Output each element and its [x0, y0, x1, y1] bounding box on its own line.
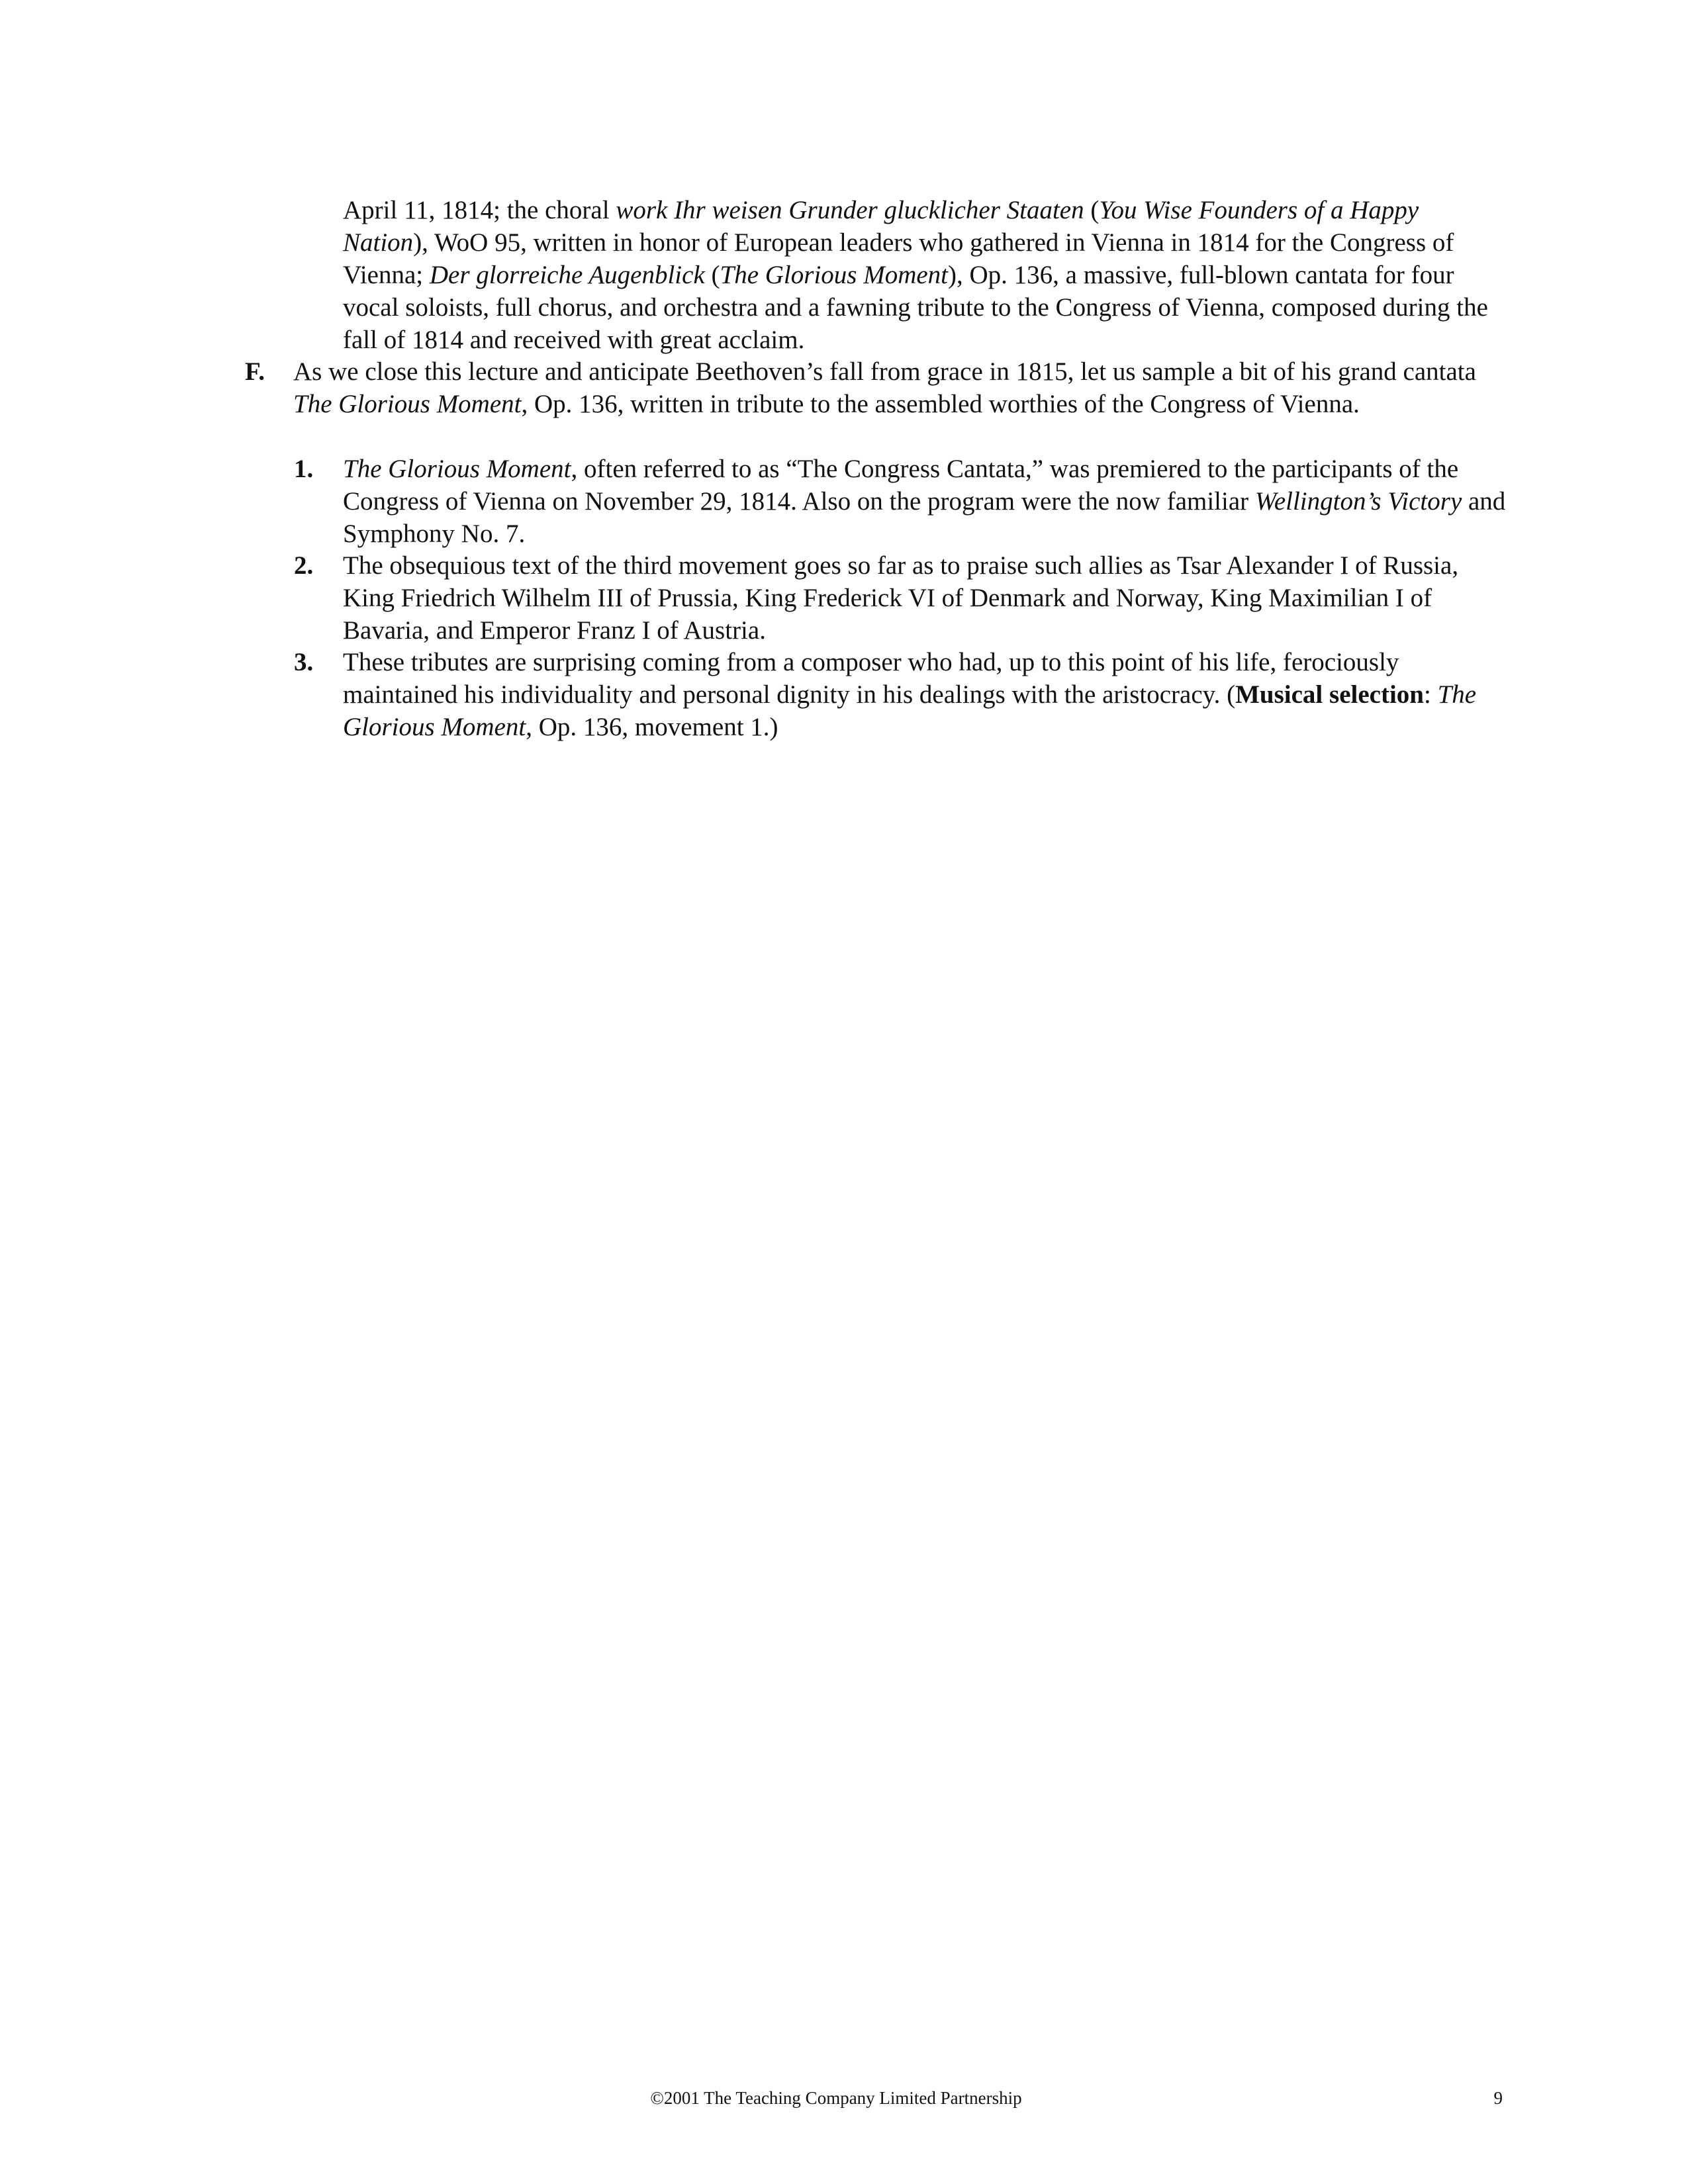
work-title: The Glorious Moment	[343, 680, 1477, 741]
musical-selection-label: Musical selection	[1235, 680, 1424, 709]
outline-subitem-text	[343, 549, 1509, 647]
text-run: , Op. 136, movement 1.)	[526, 713, 778, 741]
work-title: The Glorious Moment	[343, 455, 571, 483]
text-run: ), Op. 136, a massive, full-blown cantata for four vocal soloists, full chorus, and orchestra and a fawning tribute to the Congress of Vienna, composed during the fall of 1814 and received with great acclaim.	[343, 261, 1488, 354]
continuation-paragraph	[343, 194, 1508, 356]
outline-subitem-1	[294, 453, 1509, 550]
work-title-english: You Wise Founders of a Happy Nation	[343, 196, 1419, 257]
outline-item-text	[293, 355, 1511, 420]
work-title-english: The Glorious Moment	[720, 261, 949, 289]
work-title: Wellington’s Victory	[1254, 487, 1462, 516]
text-run: As we close this lecture and anticipate Beethoven’s fall from grace in 1815, let us sample a bit of his grand cantata	[293, 357, 1476, 386]
text-run: , Op. 136, written in tribute to the assembled worthies of the Congress of Vienna.	[521, 390, 1360, 418]
text-run: These tributes are surprising coming from a composer who had, up to this point of his life, ferociously maintained his individuality and personal dignity in his dealings with the aristocracy. (	[343, 648, 1399, 709]
outline-subitem-text	[343, 453, 1509, 550]
outline-subitem-3	[294, 646, 1509, 743]
outline-marker: 1.	[294, 455, 314, 483]
work-title-german: Der glorreiche Augenblick	[429, 261, 705, 289]
copyright-notice: ©2001 The Teaching Company Limited Partnership	[650, 2088, 1022, 2108]
text-run: :	[1423, 680, 1438, 709]
outline-marker: 3.	[294, 648, 314, 676]
outline-marker: 2.	[294, 551, 314, 580]
text-run: (	[1084, 196, 1100, 224]
page-number: 9	[1493, 2088, 1503, 2108]
text-run: and Symphony No. 7.	[343, 487, 1506, 548]
outline-subitem-text	[343, 646, 1509, 743]
outline-subitem-2	[294, 549, 1509, 647]
outline-marker: F.	[245, 357, 265, 386]
text-run: (	[704, 261, 720, 289]
outline-item-F	[245, 355, 1509, 420]
work-title-german: work Ihr weisen Grunder glucklicher Staaten	[616, 196, 1084, 224]
text-run: , often referred to as “The Congress Cantata,” was premiered to the participants of the Congress of Vienna on November 29, 1814. Also on the program were the now familiar	[343, 455, 1459, 516]
work-title: The Glorious Moment	[293, 390, 522, 418]
text-run: ), WoO 95, written in honor of European leaders who gathered in Vienna in 1814 for the Congress of Vienna;	[343, 228, 1454, 289]
text-run: The obsequious text of the third movement goes so far as to praise such allies as Tsar Alexander I of Russia, King Friedrich Wilhelm III of Prussia, King Frederick VI of Denmark and Norway, King Maximilian I of Bavaria, and Emperor Franz I of Austria.	[343, 551, 1459, 645]
text-run: April 11, 1814; the choral	[343, 196, 616, 224]
